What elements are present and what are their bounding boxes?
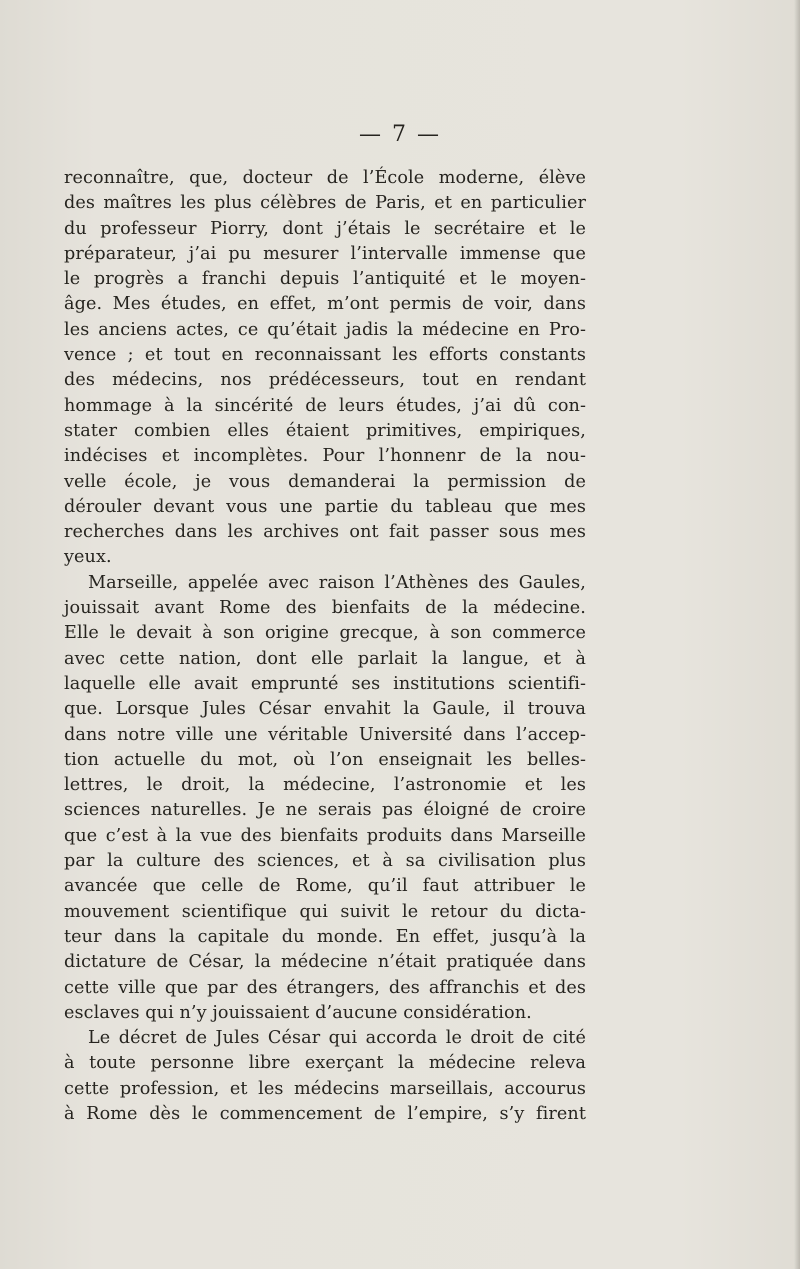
text-line: indécises et incomplètes. Pour l’honnenr de la nou- (64, 446, 586, 467)
text-line: dérouler devant vous une partie du tableau que mes (64, 496, 586, 517)
text-line: avancée que celle de Rome, qu’il faut attribuer le (64, 876, 586, 897)
text-line: les anciens actes, ce qu’était jadis la médecine en Pro- (64, 319, 586, 340)
text-line: jouissait avant Rome des bienfaits de la médecine. (64, 598, 586, 619)
text-line: laquelle elle avait emprunté ses institutions scientifi- (64, 673, 586, 694)
text-line: Elle le devait à son origine grecque, à son commerce (64, 623, 586, 644)
text-line: hommage à la sincérité de leurs études, j’ai dû con- (64, 395, 586, 416)
text-line: des maîtres les plus célèbres de Paris, et en particulier (64, 193, 586, 214)
text-line: des médecins, nos prédécesseurs, tout en rendant (64, 370, 586, 391)
text-line: à toute personne libre exerçant la médecine releva (64, 1053, 586, 1074)
text-line: du professeur Piorry, dont j’étais le secrétaire et le (64, 218, 586, 239)
text-line: vence ; et tout en reconnaissant les efforts constants (64, 345, 586, 366)
body-text (64, 166, 586, 1127)
text-line: que c’est à la vue des bienfaits produits dans Marseille (64, 825, 586, 846)
text-line: tion actuelle du mot, où l’on enseignait les belles- (64, 749, 586, 770)
text-line: velle école, je vous demanderai la permission de (64, 471, 586, 492)
text-line: cette profession, et les médecins marseillais, accourus (64, 1078, 586, 1099)
text-line: à Rome dès le commencement de l’empire, s’y firent (64, 1103, 586, 1124)
text-line: sciences naturelles. Je ne serais pas éloigné de croire (64, 800, 586, 821)
text-line: préparateur, j’ai pu mesurer l’intervalle immense que (64, 243, 586, 264)
page-number: — 7 — (359, 122, 441, 147)
text-line: teur dans la capitale du monde. En effet, jusqu’à la (64, 926, 586, 947)
text-line: dictature de César, la médecine n’était pratiquée dans (64, 952, 586, 973)
text-line: que. Lorsque Jules César envahit la Gaule, il trouva (64, 699, 586, 720)
text-line: âge. Mes études, en effet, m’ont permis de voir, dans (64, 294, 586, 315)
text-line: mouvement scientifique qui suivit le retour du dicta- (64, 901, 586, 922)
page-edge-shadow (794, 0, 800, 1269)
text-line: yeux. (64, 547, 112, 568)
text-line: par la culture des sciences, et à sa civilisation plus (64, 851, 586, 872)
text-line: dans notre ville une véritable Université dans l’accep- (64, 724, 586, 745)
text-line: stater combien elles étaient primitives, empiriques, (64, 420, 586, 441)
text-line: lettres, le droit, la médecine, l’astronomie et les (64, 775, 586, 796)
text-line: recherches dans les archives ont fait passer sous mes (64, 522, 586, 543)
text-line: Le décret de Jules César qui accorda le droit de cité (88, 1028, 586, 1049)
text-line: cette ville que par des étrangers, des affranchis et des (64, 977, 586, 998)
text-line: avec cette nation, dont elle parlait la langue, et à (64, 648, 586, 669)
text-line: le progrès a franchi depuis l’antiquité et le moyen- (64, 269, 586, 290)
text-line: esclaves qui n’y jouissaient d’aucune considération. (64, 1002, 532, 1023)
text-line: Marseille, appelée avec raison l’Athènes des Gaules, (88, 572, 586, 593)
text-line: reconnaître, que, docteur de l’École moderne, élève (64, 168, 586, 188)
